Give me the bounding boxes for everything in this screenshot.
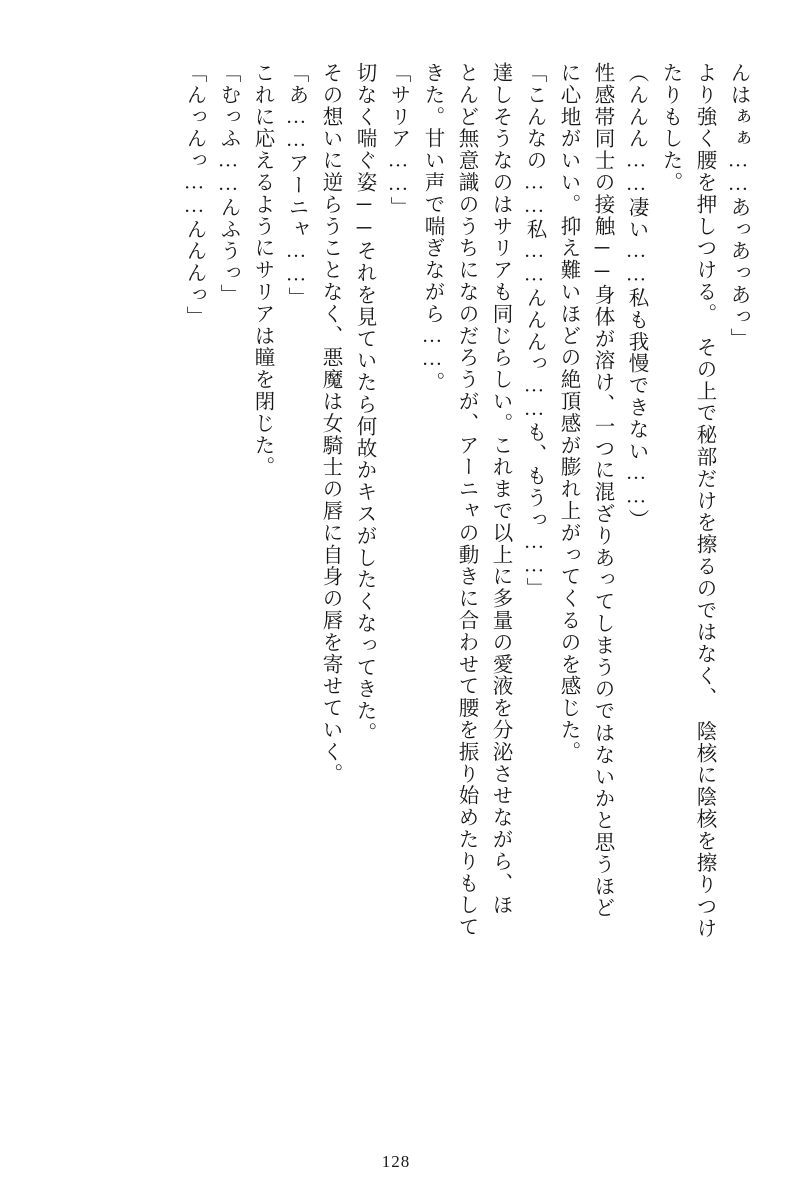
text-line: その想いに逆らうことなく、悪魔は女騎士の唇に自身の唇を寄せていく。 [319,62,341,785]
text-line: 「むっふ……んふうっ」 [217,62,239,306]
text-line: に心地がいい。抑え難いほどの絶頂感が膨れ上がってくるのを感じた。 [557,62,579,763]
text-line: とんど無意識のうちになのだろうが、アーニャの動きに合わせて腰を振り始めたりもして [455,62,477,938]
text-line: 「んっんっ……んんんっ」 [183,62,205,328]
text-line: きた。甘い声で喘ぎながら……。 [421,62,443,394]
vertical-text-block [44,62,748,1122]
page-number: 128 [381,1152,411,1171]
text-line: んはぁぁ……あっあっあっ」 [727,62,749,350]
text-line: 切なく喘ぐ姿──それを見ていたら何故かキスがしたくなってきた。 [353,62,375,744]
text-line: 「あ……アーニャ……」 [285,62,307,309]
text-line: 性感帯同士の接触──身体が溶け、一つに混ざりあってしまうのではないかと思うほど [591,62,613,920]
text-line: たりもした。 [659,62,681,194]
text-line: （んんん……凄い……私も我慢できない……） [625,62,647,531]
text-line: 「こんなの……私……んんんっ……も、もうっ……」 [523,62,545,600]
text-line: 「サリア……」 [387,62,409,219]
text-line: より強く腰を押しつける。 その上で秘部だけを擦るのではなく、 陰核に陰核を擦りつけ [693,62,715,940]
text-line: 達しそうなのはサリアも同じらしい。これまで以上に多量の愛液を分泌させながら、ほ [489,62,511,917]
text-line: これに応えるようにサリアは瞳を閉じた。 [251,62,273,479]
